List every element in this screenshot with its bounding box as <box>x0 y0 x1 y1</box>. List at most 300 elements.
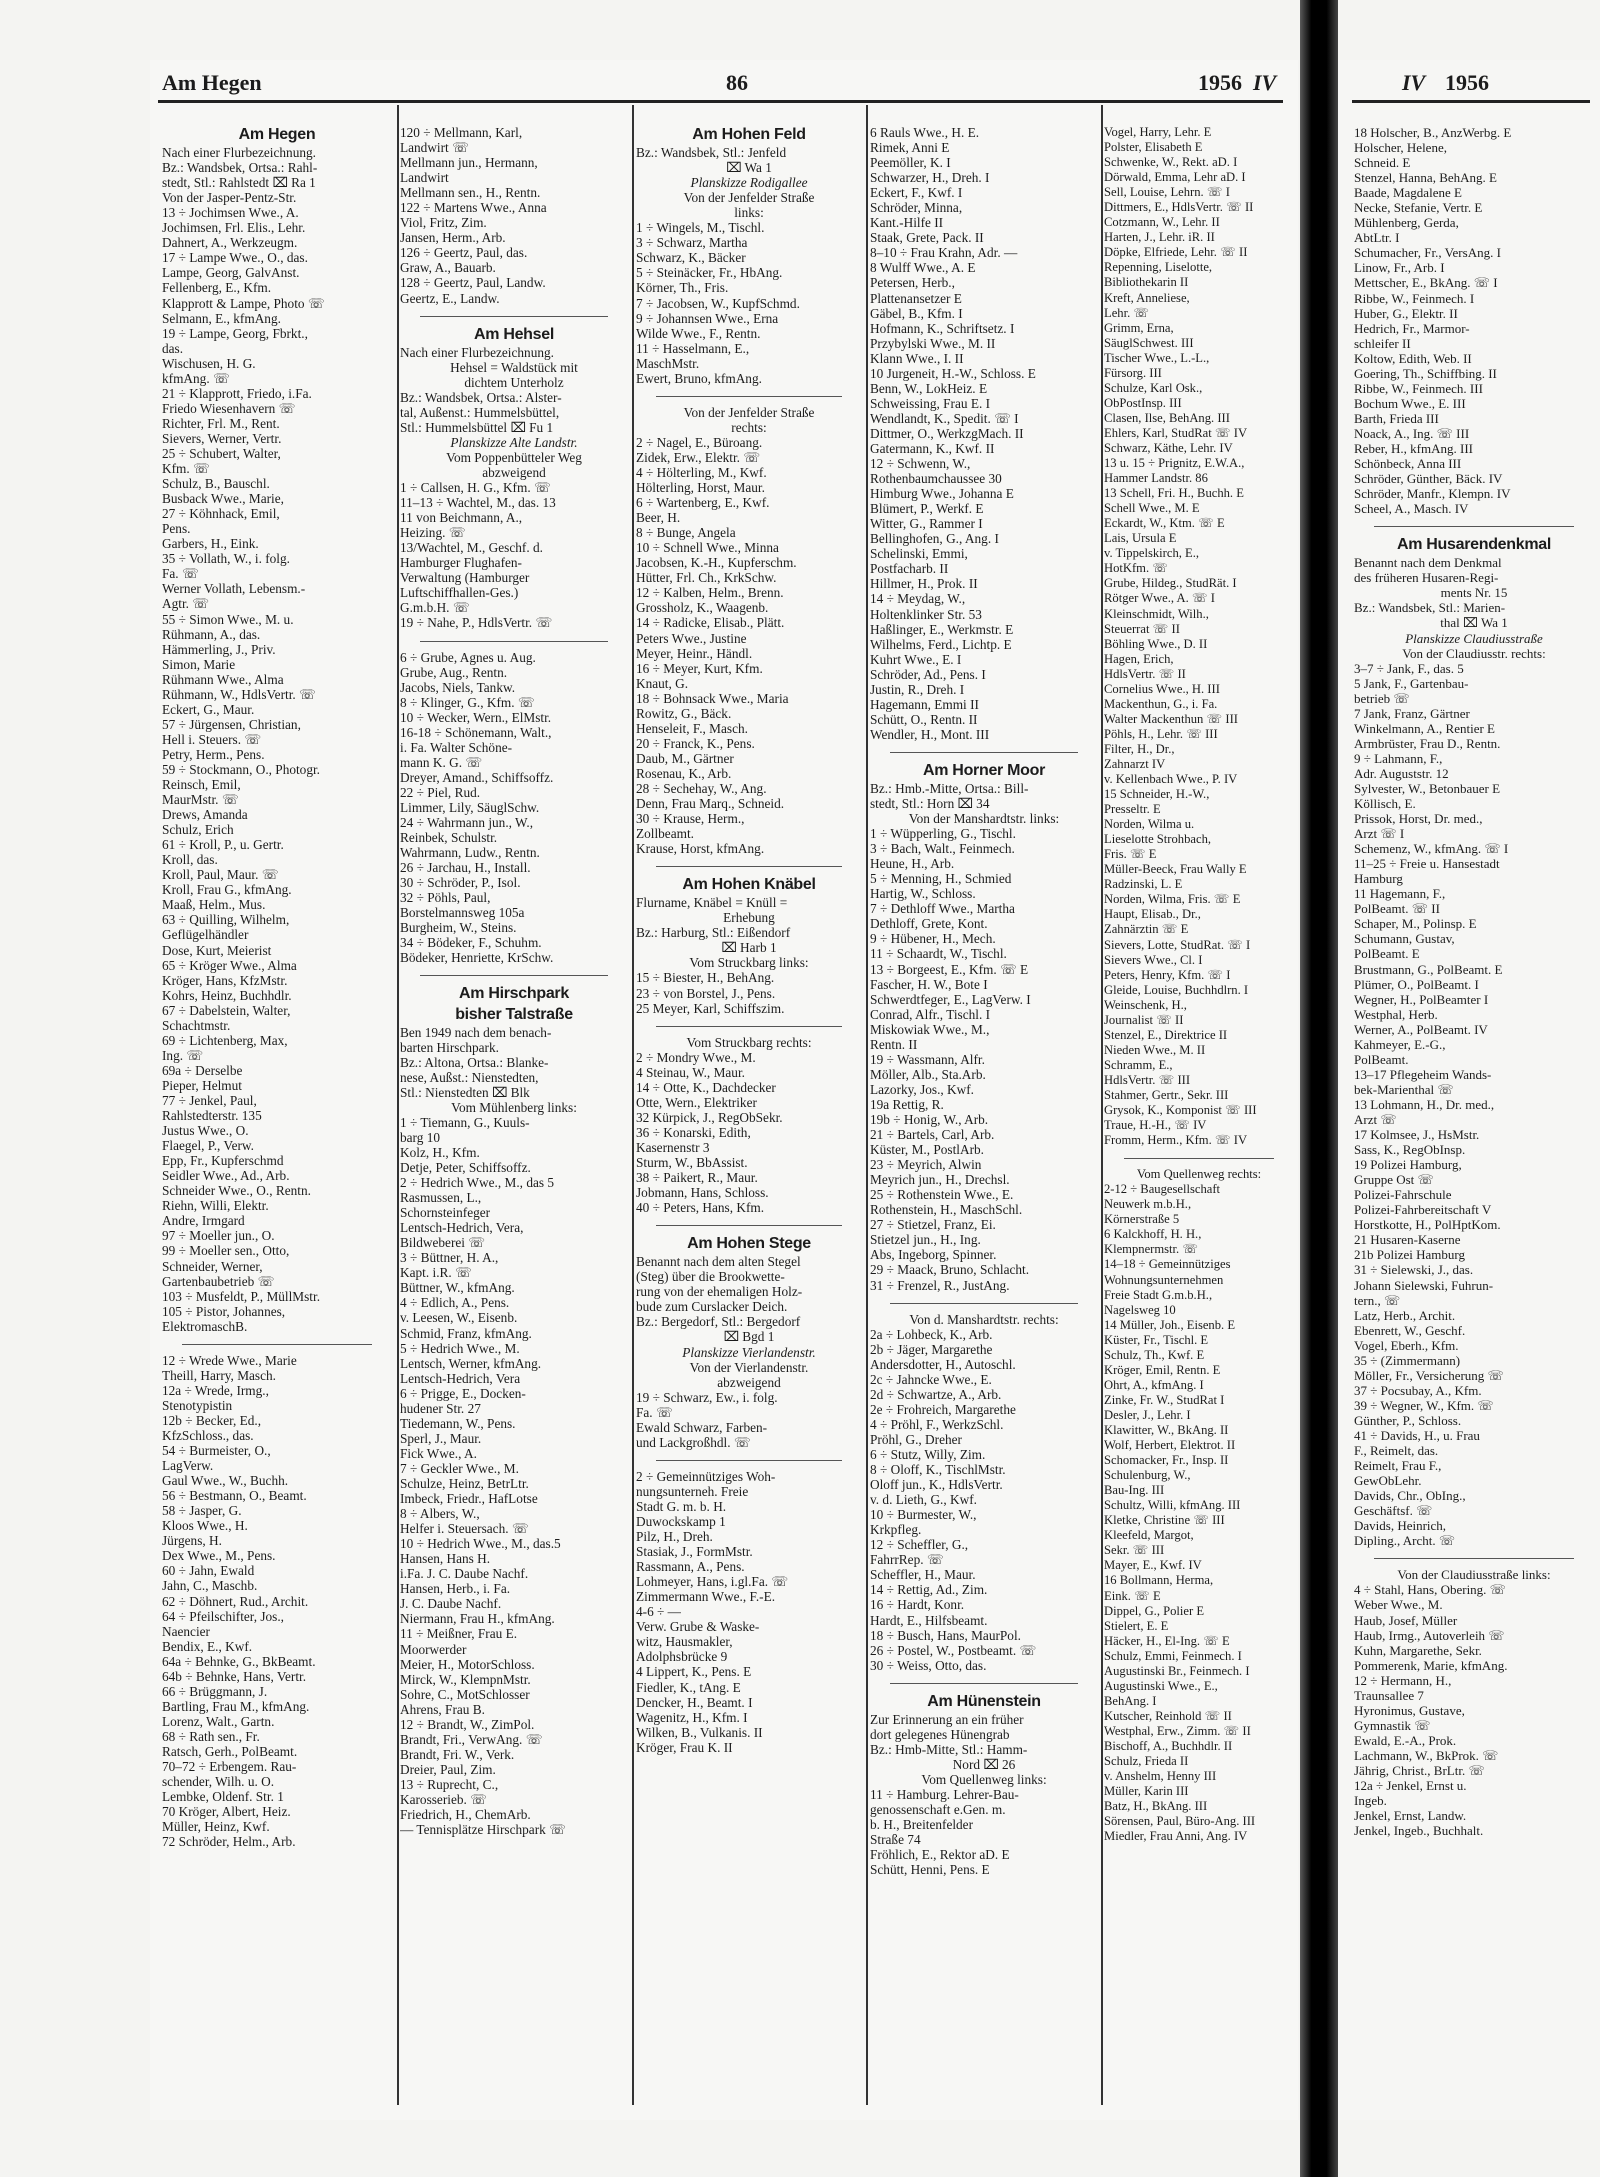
header-volume-right: IV <box>1402 70 1426 95</box>
directory-entry: Horstkotte, H., PolHptKom. <box>1354 1217 1501 1233</box>
column-divider <box>866 105 868 2105</box>
directory-entry: bek-Marienthal ☏ <box>1354 1081 1454 1097</box>
directory-entry: 21 ÷ Klapprott, Friedo, i.Fa. <box>162 385 312 401</box>
directory-entry: 56 ÷ Bestmann, O., Beamt. <box>162 1488 307 1504</box>
directory-entry: 6 ÷ Grube, Agnes u. Aug. <box>400 649 536 665</box>
directory-entry: 11–13 ÷ Wachtel, M., das. 13 <box>400 495 556 511</box>
directory-entry: Meier, H., MotorSchloss. <box>400 1656 535 1672</box>
directory-entry: 10 Jurgeneit, H.-W., Schloss. E <box>870 365 1036 381</box>
directory-entry: Schachtmstr. <box>162 1017 231 1033</box>
directory-entry: Bildweberei ☏ <box>400 1235 485 1251</box>
directory-entry: Müller-Beeck, Frau Wally E <box>1104 862 1247 877</box>
section-note: Vom Struckbarg rechts: <box>686 1034 812 1050</box>
directory-entry: Eckert, F., Kwf. I <box>870 185 963 201</box>
directory-entry: Eckert, G., Maur. <box>162 701 255 717</box>
directory-entry: Norden, Wilma, Fris. ☏ E <box>1104 892 1241 907</box>
directory-entry: Haub, Josef, Müller <box>1354 1612 1458 1628</box>
directory-entry: Schulz, Th., Kwf. E <box>1104 1347 1205 1362</box>
directory-column-5 <box>1104 125 1294 2045</box>
directory-entry: Sievers Wwe., Cl. I <box>1104 952 1203 967</box>
directory-entry: G.m.b.H. ☏ <box>400 600 470 616</box>
section-separator <box>420 965 608 976</box>
directory-entry: Schaper, M., Polinsp. E <box>1354 916 1477 932</box>
directory-entry: 2 ÷ Nagel, E., Büroang. <box>636 434 763 450</box>
directory-entry: Plattenansetzer E <box>870 290 962 306</box>
directory-entry: 15 ÷ Biester, H., BehAng. <box>636 970 775 986</box>
directory-entry: LagVerw. <box>162 1458 214 1474</box>
directory-entry: Schulze, Karl Osk., <box>1104 380 1203 395</box>
directory-entry: Fromm, Herm., Kfm. ☏ IV <box>1104 1133 1248 1148</box>
directory-entry: Himburg Wwe., Johanna E <box>870 486 1014 502</box>
directory-entry: Sell, Louise, Lehrn. ☏ I <box>1104 185 1230 200</box>
directory-entry: Rühmann Wwe., Alma <box>162 671 284 687</box>
directory-entry: 64a ÷ Behnke, G., BkBeamt. <box>162 1653 316 1669</box>
directory-entry: Friedrich, H., ChemArb. <box>400 1807 531 1823</box>
directory-entry: 12 ÷ Schwenn, W., <box>870 456 971 472</box>
directory-entry: Schönbeck, Anna III <box>1354 456 1462 472</box>
directory-entry: Schmid, Franz, kfmAng. <box>400 1325 532 1341</box>
directory-entry: Ribbe, W., Feinmech. I <box>1354 290 1475 306</box>
directory-entry: Holtenklinker Str. 53 <box>870 606 982 622</box>
column-divider <box>397 105 399 2105</box>
directory-entry: Jacobsen, K.-H., Kupferschm. <box>636 555 797 571</box>
directory-entry: 14 ÷ Meydag, W., <box>870 591 966 607</box>
directory-entry: 12a ÷ Jenkel, Ernst u. <box>1354 1778 1467 1794</box>
directory-entry: Simon, Marie <box>162 656 236 672</box>
directory-entry: 30 ÷ Weiss, Otto, das. <box>870 1657 987 1673</box>
directory-entry: Oloff jun., K., HdlsVertr. <box>870 1477 1003 1493</box>
directory-entry: 6 ÷ Prigge, E., Docken- <box>400 1385 526 1401</box>
directory-entry: Mühlenberg, Gerda, <box>1354 215 1459 231</box>
directory-entry: mann K. G. ☏ <box>400 754 482 770</box>
directory-entry: Gruppe Ost ☏ <box>1354 1172 1434 1188</box>
directory-entry: 3 ÷ Büttner, H. A., <box>400 1250 499 1266</box>
directory-entry: Bödeker, Henriette, KrSchw. <box>400 950 554 966</box>
directory-entry: rung von der ehemaligen Holz- <box>636 1284 803 1300</box>
directory-entry: 12 ÷ Kalben, Helm., Brenn. <box>636 585 784 601</box>
directory-entry: 14 ÷ Otte, K., Dachdecker <box>636 1079 776 1095</box>
directory-entry: Bz.: Wandsbek, Ortsa.: Rahl- <box>162 160 318 176</box>
directory-entry: Dittmer, O., WerkzgMach. II <box>870 425 1024 441</box>
directory-entry: 7 ÷ Jacobsen, W., KupfSchmd. <box>636 295 800 311</box>
directory-entry: Schulze, Heinz, BetrLtr. <box>400 1475 529 1491</box>
street-heading: Am Hohen Knäbel <box>682 876 816 894</box>
directory-entry: 18 Holscher, B., AnzWerbg. E <box>1354 125 1512 140</box>
directory-entry: Schulz, Emmi, Feinmech. I <box>1104 1648 1242 1663</box>
directory-entry: 11 ÷ Hamburg. Lehrer-Bau- <box>870 1786 1019 1802</box>
directory-entry: Schumacher, Fr., VersAng. I <box>1354 245 1501 261</box>
directory-entry: Krause, Horst, kfmAng. <box>636 841 765 857</box>
directory-entry: 34 ÷ Bödeker, F., Schuhm. <box>400 935 542 951</box>
directory-entry: Bendix, E., Kwf. <box>162 1638 253 1654</box>
directory-entry: Schumann, Gustav, <box>1354 931 1455 947</box>
directory-entry: barten Hirschpark. <box>400 1039 499 1055</box>
section-note: ments Nr. 15 <box>1440 585 1508 601</box>
directory-entry: Selmann, E., kfmAng. <box>162 310 281 326</box>
directory-entry: Conrad, Alfr., Tischl. I <box>870 1006 991 1022</box>
directory-entry: 40 ÷ Peters, Hans, Kfm. <box>636 1200 765 1216</box>
directory-entry: Haub, Irmg., Autoverleih ☏ <box>1354 1627 1505 1643</box>
directory-entry: Hansen, Hans H. <box>400 1551 491 1567</box>
directory-entry: Johann Sielewski, Fuhrun- <box>1354 1277 1494 1293</box>
directory-entry: Necke, Stefanie, Vertr. E <box>1354 200 1483 216</box>
directory-entry: Freie Stadt G.m.b.H., <box>1104 1287 1213 1302</box>
directory-entry: Fa. ☏ <box>162 566 199 582</box>
directory-entry: 14 ÷ Rettig, Ad., Zim. <box>870 1582 988 1598</box>
section-note: Hehsel = Waldstück mit <box>450 359 578 375</box>
directory-entry: Adr. Auguststr. 12 <box>1354 765 1449 781</box>
directory-entry: 66 ÷ Brüggmann, J. <box>162 1683 268 1699</box>
directory-entry: Grysok, K., Komponist ☏ III <box>1104 1103 1257 1118</box>
directory-entry: Döpke, Elfriede, Lehr. ☏ II <box>1104 245 1248 260</box>
directory-entry: PolBeamt. ☏ II <box>1354 901 1440 917</box>
directory-entry: Scheel, A., Masch. IV <box>1354 501 1469 517</box>
directory-entry: 19 ÷ Nahe, P., HdlsVertr. ☏ <box>400 615 553 631</box>
directory-entry: Kröger, Hans, KfzMstr. <box>162 972 288 988</box>
directory-entry: Rühmann, W., HdlsVertr. ☏ <box>162 686 316 702</box>
directory-entry: Flurname, Knäbel = Knüll = <box>636 895 788 911</box>
directory-entry: Zur Erinnerung an ein früher <box>870 1711 1024 1727</box>
directory-entry: v. Anshelm, Henny III <box>1104 1769 1217 1784</box>
directory-entry: Meyrich jun., H., Drechsl. <box>870 1172 1010 1188</box>
section-separator <box>420 306 608 317</box>
section-note: abzweigend <box>482 464 546 480</box>
directory-entry: Stielert, E. E <box>1104 1618 1169 1633</box>
directory-entry: Friedo Wiesenhavern ☏ <box>162 400 296 416</box>
directory-entry: Reber, H., kfmAng. III <box>1354 440 1473 456</box>
directory-entry: Otte, Wern., Elektriker <box>636 1094 757 1110</box>
directory-entry: 5 ÷ Steinäcker, Fr., HbAng. <box>636 265 783 281</box>
directory-entry: Armbrüster, Frau D., Rentn. <box>1354 735 1501 751</box>
directory-entry: betrieb ☏ <box>1354 690 1410 706</box>
directory-entry: 2b ÷ Jäger, Margarethe <box>870 1341 993 1357</box>
directory-entry: Holscher, Helene, <box>1354 140 1447 156</box>
directory-entry: Burgheim, W., Steins. <box>400 920 517 936</box>
directory-entry: hudener Str. 27 <box>400 1400 481 1416</box>
directory-entry: 32 Kürpick, J., RegObSekr. <box>636 1109 783 1125</box>
directory-entry: 37 ÷ Pocsubay, A., Kfm. <box>1354 1382 1482 1398</box>
directory-entry: Sperl, J., Maur. <box>400 1430 482 1446</box>
directory-entry: Fascher, H. W., Bote I <box>870 976 988 992</box>
directory-entry: Stasiak, J., FormMstr. <box>636 1544 753 1560</box>
directory-entry: Mayer, E., Kwf. IV <box>1104 1558 1202 1573</box>
directory-entry: Schröder, Minna, <box>870 200 963 216</box>
directory-entry: 4 Lippert, K., Pens. E <box>636 1664 752 1680</box>
directory-entry: Traue, H.-H., ☏ IV <box>1104 1118 1207 1133</box>
directory-entry: 16 ÷ Hardt, Konr. <box>870 1597 965 1613</box>
directory-entry: Pröhl, G., Dreher <box>870 1431 962 1447</box>
directory-entry: Stenzel, E., Direktrice II <box>1104 1027 1228 1042</box>
directory-entry: v. d. Lieth, G., Kwf. <box>870 1492 977 1508</box>
directory-entry: Knaut, G. <box>636 675 689 691</box>
directory-entry: Hardt, E., Hilfsbeamt. <box>870 1612 988 1628</box>
section-separator <box>1374 1548 1574 1559</box>
directory-entry: 29 ÷ Maack, Bruno, Schlacht. <box>870 1262 1030 1278</box>
street-heading: Am Hohen Feld <box>692 126 806 143</box>
directory-entry: Davids, Heinrich, <box>1354 1518 1447 1534</box>
directory-entry: Filter, H., Dr., <box>1104 741 1175 756</box>
directory-entry: Peters Wwe., Justine <box>636 630 747 646</box>
directory-entry: PolBeamt. <box>1354 1051 1409 1067</box>
directory-entry: schleifer II <box>1354 335 1411 351</box>
directory-entry: 5 ÷ Menning, H., Schmied <box>870 871 1012 887</box>
directory-entry: Weinschenk, H., <box>1104 997 1187 1012</box>
directory-entry: Fris. ☏ E <box>1104 847 1157 862</box>
directory-entry: Bibliothekarin II <box>1104 275 1189 290</box>
directory-entry: Dittmers, E., HdlsVertr. ☏ II <box>1104 200 1254 215</box>
directory-entry: Polizei-Fahrschule <box>1354 1187 1452 1203</box>
directory-entry: Schwarz, Käthe, Lehr. IV <box>1104 440 1233 455</box>
directory-entry: Detje, Peter, Schiffsoffz. <box>400 1160 531 1175</box>
directory-entry: Müller, Karin III <box>1104 1784 1189 1799</box>
directory-entry: Hartig, W., Schloss. <box>870 886 976 902</box>
directory-entry: Schramm, E., <box>1104 1057 1173 1072</box>
directory-entry: 12 ÷ Hermann, H., <box>1354 1672 1452 1688</box>
directory-entry: Lachmann, W., BkProk. ☏ <box>1354 1747 1499 1763</box>
directory-entry: Gaul Wwe., W., Buchh. <box>162 1473 289 1489</box>
directory-entry: Ribbe, W., Feinmech. III <box>1354 380 1483 396</box>
directory-entry: Hagemann, Emmi II <box>870 696 979 712</box>
directory-entry: 4 ÷ Hölterling, M., Kwf. <box>636 464 767 480</box>
directory-entry: 8 ÷ Oloff, K., TischlMstr. <box>870 1462 1006 1478</box>
directory-entry: Traunsallee 7 <box>1354 1687 1424 1703</box>
directory-entry: Lampe, Georg, GalvAnst. <box>162 265 300 281</box>
directory-entry: Bz.: Hmb.-Mitte, Ortsa.: Bill- <box>870 780 1029 796</box>
directory-entry: 9 ÷ Johannsen Wwe., Erna <box>636 310 779 326</box>
directory-entry: Justus Wwe., O. <box>162 1123 249 1139</box>
directory-entry: Adolphsbrücke 9 <box>636 1649 728 1665</box>
directory-entry: schender, Wilh. u. O. <box>162 1774 275 1790</box>
section-note: Vom Quellenweg links: <box>921 1771 1047 1787</box>
directory-entry: Ratsch, Gerh., PolBeamt. <box>162 1743 298 1759</box>
directory-entry: Klawitter, W., BkAng. II <box>1104 1422 1229 1437</box>
directory-entry: Luftschiffhallen-Ges.) <box>400 585 519 601</box>
directory-entry: 12 ÷ Scheffler, G., <box>870 1537 969 1553</box>
directory-entry: 16-18 ÷ Schönemann, Walt., <box>400 724 552 740</box>
directory-entry: Dörwald, Emma, Lehr aD. I <box>1104 170 1246 185</box>
directory-entry: 120 ÷ Mellmann, Karl, <box>400 125 523 140</box>
directory-entry: 36 ÷ Konarski, Edith, <box>636 1124 751 1140</box>
directory-entry: Jacobs, Niels, Tankw. <box>400 679 516 695</box>
directory-entry: 19a Rettig, R. <box>870 1096 944 1112</box>
directory-entry: 2d ÷ Schwartze, A., Arb. <box>870 1386 1002 1402</box>
directory-entry: v. Leesen, W., Eisenb. <box>400 1310 518 1326</box>
directory-entry: Polster, Elisabeth E <box>1104 140 1203 155</box>
column-divider <box>1101 105 1103 2105</box>
directory-column-3 <box>636 125 862 2045</box>
directory-entry: 77 ÷ Jenkel, Paul, <box>162 1093 257 1108</box>
directory-entry: 27 ÷ Köhnhack, Emil, <box>162 506 280 522</box>
directory-entry: Borstelmannsweg 105a <box>400 905 525 921</box>
section-separator <box>656 1215 842 1226</box>
directory-entry: 63 ÷ Quilling, Wilhelm, <box>162 912 290 928</box>
directory-entry: witz, Hausmakler, <box>636 1634 733 1650</box>
directory-entry: Geertz, E., Landw. <box>400 290 500 306</box>
directory-entry: Verw. Grube & Waske- <box>636 1619 760 1635</box>
directory-entry: 15 Schneider, H.-W., <box>1104 787 1210 802</box>
directory-entry: BehAng. I <box>1104 1693 1157 1708</box>
directory-entry: 24 ÷ Wahrmann jun., W., <box>400 815 534 831</box>
directory-entry: 13/Wachtel, M., Geschf. d. <box>400 540 543 556</box>
directory-entry: Rowitz, G., Bäck. <box>636 705 732 721</box>
directory-entry: Reinbek, Schulstr. <box>400 830 498 846</box>
directory-entry: Steuerrat ☏ II <box>1104 621 1180 636</box>
directory-entry: Rassmann, A., Pens. <box>636 1559 745 1575</box>
directory-entry: 128 ÷ Geertz, Paul, Landw. <box>400 275 546 291</box>
directory-entry: 13 ÷ Borgeest, E., Kfm. ☏ E <box>870 961 1029 977</box>
section-note: ⌧ Bgd 1 <box>723 1329 775 1345</box>
directory-entry: Dose, Kurt, Meierist <box>162 942 272 958</box>
directory-entry: Stl.: Hummelsbüttel ⌧ Fu 1 <box>400 419 554 435</box>
directory-entry: Pieper, Helmut <box>162 1077 242 1093</box>
section-note: Nord ⌧ 26 <box>952 1756 1016 1772</box>
directory-entry: 35 ÷ (Zimmermann) <box>1354 1352 1461 1368</box>
directory-entry: 3 ÷ Schwarz, Martha <box>636 235 748 251</box>
directory-entry: Blümert, P., Werkf. E <box>870 501 984 517</box>
directory-entry: Kleefeld, Margot, <box>1104 1528 1194 1543</box>
directory-entry: Fiedler, K., tAng. E <box>636 1679 741 1695</box>
directory-entry: Klann Wwe., I. II <box>870 350 964 366</box>
directory-entry: Andre, Irmgard <box>162 1213 245 1229</box>
directory-entry: Tischer Wwe., L.-L., <box>1104 350 1210 365</box>
directory-entry: Gleide, Louise, Buchhdlrn. I <box>1104 982 1249 997</box>
section-separator <box>182 1334 372 1345</box>
directory-entry: Justin, R., Dreh. I <box>870 681 965 697</box>
directory-entry: das. <box>162 340 184 356</box>
directory-entry: Linow, Fr., Arb. I <box>1354 260 1445 276</box>
directory-entry: Winkelmann, A., Rentier E <box>1354 720 1496 736</box>
directory-entry: dort gelegenes Hünengrab <box>870 1726 1010 1742</box>
directory-entry: Petersen, Herb., <box>870 275 955 291</box>
section-separator <box>656 1450 842 1461</box>
directory-entry: Ben 1949 nach dem benach- <box>400 1024 552 1040</box>
directory-entry: Kroll, Frau G., kfmAng. <box>162 882 292 898</box>
directory-entry: Kloos Wwe., H. <box>162 1518 248 1534</box>
directory-entry: Verwaltung (Hamburger <box>400 570 530 586</box>
directory-entry: Seidler Wwe., Ad., Arb. <box>162 1168 290 1184</box>
directory-entry: 31 ÷ Frenzel, R., JustAng. <box>870 1277 1010 1293</box>
plan-sketch-note: Planskizze Alte Landstr. <box>450 434 578 450</box>
book-gutter <box>1300 0 1338 2177</box>
directory-entry: Petry, Herm., Pens. <box>162 746 265 762</box>
directory-entry: Kröger, Emil, Rentn. E <box>1104 1362 1221 1377</box>
directory-entry: MaschMstr. <box>636 355 700 371</box>
directory-entry: 70 Kröger, Albert, Heiz. <box>162 1804 291 1820</box>
directory-entry: Küster, Fr., Tischl. E <box>1104 1332 1209 1347</box>
directory-entry: 30 ÷ Krause, Herm., <box>636 811 745 827</box>
directory-entry: Geflügelhändler <box>162 927 249 943</box>
directory-entry: Andersdotter, H., Autoschl. <box>870 1356 1016 1372</box>
directory-entry: Wagenitz, H., Kfm. I <box>636 1709 748 1725</box>
directory-entry: Richter, Frl. M., Rent. <box>162 415 280 431</box>
directory-entry: Bz.: Harburg, Stl.: Eißendorf <box>636 925 791 941</box>
directory-entry: Krkpfleg. <box>870 1522 922 1538</box>
directory-entry: Miskowiak Wwe., M., <box>870 1021 990 1037</box>
directory-entry: Häcker, H., El-Ing. ☏ E <box>1104 1633 1230 1648</box>
directory-entry: Zimmermann Wwe., F.-E. <box>636 1589 776 1605</box>
directory-entry: barg 10 <box>400 1129 441 1145</box>
directory-entry: Dahnert, A., Werkzeugm. <box>162 235 298 251</box>
directory-entry: 14 ÷ Radicke, Elisab., Plätt. <box>636 615 785 631</box>
section-separator <box>656 856 842 867</box>
directory-entry: Maaß, Helm., Mus. <box>162 897 266 913</box>
directory-entry: Hagen, Erich, <box>1104 651 1174 666</box>
directory-entry: Zidek, Erw., Elektr. ☏ <box>636 449 760 465</box>
directory-entry: 20 ÷ Franck, K., Pens. <box>636 735 755 751</box>
directory-entry: Büttner, W., kfmAng. <box>400 1280 515 1296</box>
directory-entry: 12a ÷ Wrede, Irmg., <box>162 1382 269 1398</box>
directory-entry: Hölterling, Horst, Maur. <box>636 480 765 496</box>
directory-entry: 5 Jank, F., Gartenbau- <box>1354 675 1469 691</box>
directory-entry: v. Kellenbach Wwe., P. IV <box>1104 772 1238 787</box>
directory-entry: Henseleit, F., Masch. <box>636 720 748 736</box>
directory-entry: Fa. ☏ <box>636 1404 673 1420</box>
directory-entry: Schwarz, K., Bäcker <box>636 250 746 266</box>
section-note: Von der Claudiusstr. rechts: <box>1402 645 1546 661</box>
directory-entry: 1 ÷ Tiemann, G., Kuuls- <box>400 1114 530 1130</box>
directory-entry: Fick Wwe., A. <box>400 1445 477 1461</box>
directory-entry: Vogel, Harry, Lehr. E <box>1104 125 1212 139</box>
directory-entry: 105 ÷ Pistor, Johannes, <box>162 1303 286 1319</box>
directory-entry: 14 Müller, Joh., Eisenb. E <box>1104 1317 1236 1332</box>
directory-entry: 60 ÷ Jahn, Ewald <box>162 1563 255 1579</box>
directory-entry: Gartenbaubetrieb ☏ <box>162 1273 275 1289</box>
directory-entry: 28 ÷ Sechehay, W., Ang. <box>636 780 767 796</box>
directory-entry: 97 ÷ Moeller jun., O. <box>162 1228 275 1244</box>
directory-entry: 122 ÷ Martens Wwe., Anna <box>400 200 547 216</box>
directory-entry: Bz.: Altona, Ortsa.: Blanke- <box>400 1054 549 1070</box>
directory-entry: F., Reimelt, das. <box>1354 1443 1439 1459</box>
directory-entry: Reinsch, Emil, <box>162 777 241 793</box>
section-note: thal ⌧ Wa 1 <box>1440 615 1508 631</box>
directory-entry: Dippel, G., Polier E <box>1104 1603 1205 1618</box>
directory-entry: Mirck, W., KlempnMstr. <box>400 1671 531 1687</box>
directory-entry: Ewert, Bruno, kfmAng. <box>636 370 762 386</box>
directory-entry: 70–72 ÷ Erbengem. Rau- <box>162 1759 297 1775</box>
directory-entry: Rothenbaumchaussee 30 <box>870 471 1002 487</box>
directory-entry: Schweissing, Frau E. I <box>870 395 991 411</box>
directory-entry: 17 ÷ Lampe Wwe., O., das. <box>162 250 308 266</box>
directory-entry: Schütt, O., Rentn. II <box>870 711 978 727</box>
directory-entry: 2e ÷ Frohreich, Margarethe <box>870 1401 1016 1417</box>
directory-entry: 58 ÷ Jasper, G. <box>162 1503 242 1519</box>
section-separator <box>420 631 608 642</box>
directory-entry: Busback Wwe., Marie, <box>162 491 284 507</box>
directory-entry: Haßlinger, E., Werkmstr. E <box>870 621 1014 637</box>
directory-entry: Radzinski, L. E <box>1104 877 1183 892</box>
directory-entry: Kroll, das. <box>162 852 218 868</box>
directory-entry: 11 ÷ Schaardt, W., Tischl. <box>870 946 1007 962</box>
directory-entry: Eink. ☏ E <box>1104 1588 1161 1603</box>
directory-entry: Wegner, H., PolBeamter I <box>1354 991 1489 1007</box>
directory-entry: 67 ÷ Dabelstein, Walter, <box>162 1002 291 1018</box>
directory-entry: Vogel, Eberh., Kfm. <box>1354 1337 1459 1353</box>
directory-entry: ObPostInsp. III <box>1104 395 1182 410</box>
directory-entry: Schütt, Henni, Pens. E <box>870 1862 990 1878</box>
directory-entry: Gymnastik ☏ <box>1354 1717 1431 1733</box>
directory-entry: Fürsorg. III <box>1104 365 1162 380</box>
directory-entry: Hamburg <box>1354 871 1403 887</box>
directory-entry: Wendlandt, K., Spedit. ☏ I <box>870 410 1019 426</box>
directory-entry: Sievers, Werner, Vertr. <box>162 430 282 446</box>
directory-entry: Pöhls, H., Lehr. ☏ III <box>1104 726 1218 741</box>
directory-entry: Jenkel, Ingeb., Buchhalt. <box>1354 1823 1484 1839</box>
directory-entry: Mellmann sen., H., Rentn. <box>400 185 541 201</box>
section-separator <box>656 1016 842 1027</box>
directory-entry: 1 ÷ Callsen, H. G., Kfm. ☏ <box>400 480 551 496</box>
section-separator <box>1124 1148 1274 1159</box>
directory-entry: Theill, Harry, Masch. <box>162 1367 276 1383</box>
